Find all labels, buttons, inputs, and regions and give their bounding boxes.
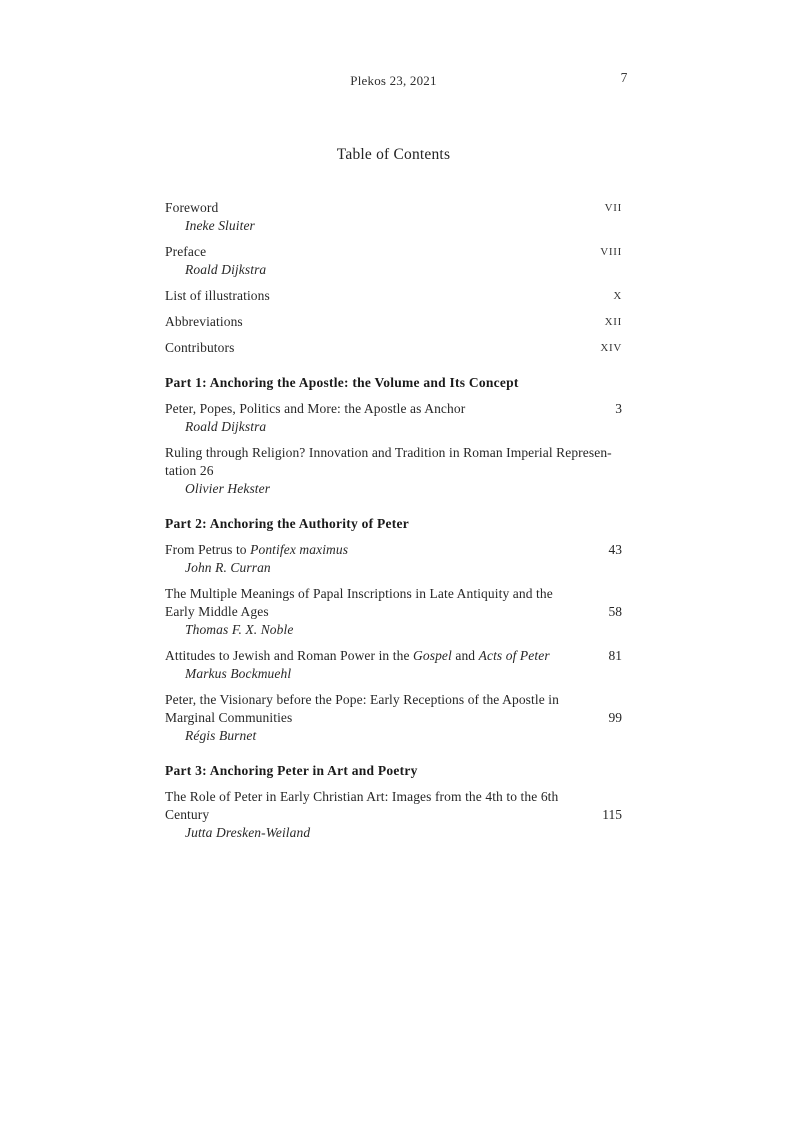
page-number: 7 [620, 70, 628, 85]
entry-page-number: 58 [608, 604, 622, 619]
entry-page-number: X [613, 290, 622, 302]
entry-page-number: XII [604, 316, 622, 328]
toc-entry-line [165, 691, 622, 727]
entry-title [165, 243, 578, 261]
entry-page-number: 99 [608, 710, 622, 725]
toc-entry-line [165, 287, 622, 305]
entry-title-text: Preface [165, 244, 207, 259]
toc-entry-line [165, 199, 622, 217]
entry-title-text: Abbreviations [165, 314, 243, 329]
toc-entry [165, 647, 622, 683]
entry-title-text: Gospel [413, 648, 452, 663]
entry-author: Jutta Dresken-Weiland [185, 825, 311, 840]
entry-title [165, 400, 578, 418]
entry-title-text: The Role of Peter in Early Christian Art: Images from the 4th to the 6th Century [165, 789, 559, 822]
entry-title-text: and [451, 648, 479, 663]
entry-title-text: Attitudes to Jewish and Roman Power in the [165, 648, 414, 663]
entry-title [165, 199, 578, 217]
entry-author: Olivier Hekster [185, 481, 271, 496]
entry-page-number: 26 [199, 463, 214, 478]
toc-entry-line [165, 400, 622, 418]
entry-page-number: XIV [600, 342, 622, 354]
toc-entry [165, 788, 622, 842]
toc-entry [165, 313, 622, 331]
entry-author: John R. Curran [185, 560, 271, 575]
entry-page-number: 3 [615, 401, 622, 416]
toc-entry-line [165, 313, 622, 331]
toc-entry [165, 287, 622, 305]
toc-content [165, 145, 622, 850]
entry-title-text: Ruling through Religion? Innovation and Tradition in Roman Imperial Representation [165, 445, 612, 478]
entry-title-text: Peter, Popes, Politics and More: the Apostle as Anchor [165, 401, 466, 416]
entry-title [165, 647, 578, 665]
running-header: Plekos 23, 2021 [350, 73, 437, 88]
toc-sections [165, 374, 622, 842]
toc-entry-line [165, 788, 622, 824]
entry-title-text: Peter, the Visionary before the Pope: Early Receptions of the Apostle in Marginal Communities [165, 692, 560, 725]
toc-entry [165, 541, 622, 577]
entry-title-text: Acts of Peter [478, 648, 550, 663]
toc-entry [165, 691, 622, 745]
toc-part [165, 374, 622, 498]
entry-title-text: Foreword [165, 200, 219, 215]
part-heading: Part 3: Anchoring Peter in Art and Poetry [165, 763, 418, 778]
part-heading: Part 2: Anchoring the Authority of Peter [165, 516, 409, 531]
part-heading: Part 1: Anchoring the Apostle: the Volume and Its Concept [165, 375, 519, 390]
entry-title [165, 788, 578, 824]
toc-part [165, 762, 622, 842]
toc-part [165, 515, 622, 745]
front-matter-list [165, 199, 622, 357]
entry-title [165, 339, 578, 357]
toc-entry [165, 339, 622, 357]
entry-author: Thomas F. X. Noble [185, 622, 294, 637]
toc-entry [165, 585, 622, 639]
entry-author: Roald Dijkstra [185, 262, 267, 277]
entry-author: Ineke Sluiter [185, 218, 255, 233]
toc-entry-line [165, 339, 622, 357]
entry-title-text: List of illustrations [165, 288, 270, 303]
entry-title [165, 541, 578, 559]
entry-title-text: Contributors [165, 340, 235, 355]
entry-page-number: 81 [608, 648, 622, 663]
toc-entry [165, 199, 622, 235]
toc-entry [165, 444, 622, 498]
entry-title [165, 585, 578, 621]
entry-page-number: VII [604, 202, 622, 214]
toc-entry [165, 400, 622, 436]
entry-title [165, 691, 578, 727]
entry-title-text: Pontifex maximus [250, 542, 349, 557]
toc-entry [165, 243, 622, 279]
entry-author: Roald Dijkstra [185, 419, 267, 434]
toc-entry-line [165, 541, 622, 559]
entry-page-number: VIII [600, 246, 622, 258]
entry-title [165, 313, 578, 331]
toc-entry-line [165, 647, 622, 665]
toc-title: Table of Contents [336, 146, 451, 163]
entry-title [165, 444, 622, 480]
entry-title-text: From Petrus to [165, 542, 251, 557]
toc-entry-line [165, 444, 622, 480]
entry-title [165, 287, 578, 305]
entry-author: Régis Burnet [185, 728, 257, 743]
toc-entry-line [165, 585, 622, 621]
toc-entry-line [165, 243, 622, 261]
entry-title-text: The Multiple Meanings of Papal Inscriptions in Late Antiquity and the Early Middle Ages [165, 586, 553, 619]
entry-author: Markus Bockmuehl [185, 666, 292, 681]
entry-page-number: 43 [608, 542, 622, 557]
entry-page-number: 115 [602, 807, 622, 822]
